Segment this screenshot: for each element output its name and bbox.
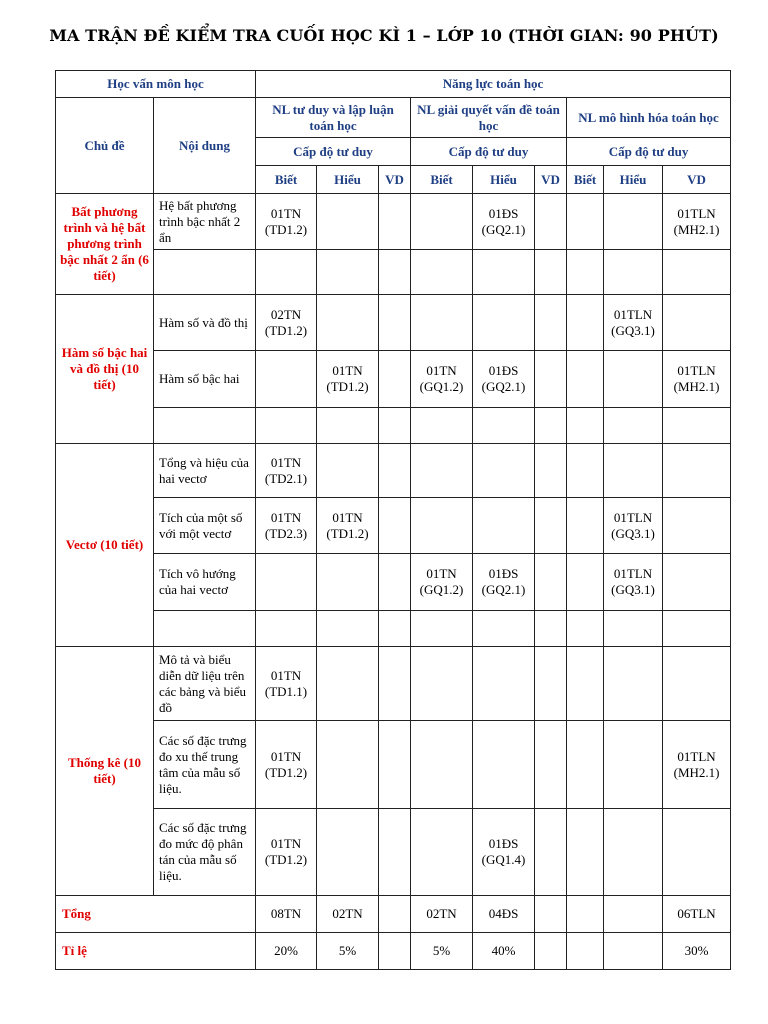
matrix-cell	[256, 408, 317, 444]
total-row-cell: 06TLN	[663, 896, 731, 933]
ratio-row-cell: 40%	[473, 933, 535, 970]
header-nl-giai-quyet: NL giải quyết vấn đề toán học	[411, 98, 567, 138]
matrix-cell	[663, 498, 731, 554]
matrix-cell: 01ĐS (GQ2.1)	[473, 554, 535, 611]
matrix-cell: 01TN (GQ1.2)	[411, 351, 473, 408]
topic-name: Bất phương trình và hệ bất phương trình bậc nhất 2 ẩn (6 tiết)	[56, 194, 154, 295]
matrix-cell	[317, 721, 379, 809]
table-row	[56, 498, 731, 554]
matrix-cell	[663, 408, 731, 444]
matrix-cell	[535, 647, 567, 721]
matrix-cell	[535, 408, 567, 444]
header-cap-do: Cấp độ tư duy	[411, 138, 567, 166]
matrix-cell: 01TN (TD1.2)	[256, 194, 317, 250]
content-cell	[154, 611, 256, 647]
ratio-row-cell: 5%	[411, 933, 473, 970]
matrix-cell	[379, 444, 411, 498]
matrix-cell: 01TN (TD2.3)	[256, 498, 317, 554]
matrix-cell	[535, 611, 567, 647]
matrix-cell	[411, 250, 473, 295]
matrix-cell: 01TN (TD1.1)	[256, 647, 317, 721]
matrix-cell	[567, 721, 604, 809]
matrix-cell	[567, 444, 604, 498]
matrix-cell: 01TN (GQ1.2)	[411, 554, 473, 611]
matrix-cell: 01TN (TD1.2)	[317, 351, 379, 408]
matrix-cell	[379, 647, 411, 721]
matrix-cell	[379, 295, 411, 351]
ratio-row-cell	[535, 933, 567, 970]
topic-name: Thống kê (10 tiết)	[56, 647, 154, 896]
matrix-cell: 01ĐS (GQ2.1)	[473, 194, 535, 250]
matrix-cell	[535, 498, 567, 554]
matrix-cell	[567, 351, 604, 408]
matrix-cell	[317, 611, 379, 647]
ratio-row-cell	[604, 933, 663, 970]
table-row	[56, 444, 731, 498]
ratio-row-cell: 20%	[256, 933, 317, 970]
matrix-cell	[535, 444, 567, 498]
matrix-cell	[567, 647, 604, 721]
content-cell: Hệ bất phương trình bậc nhất 2 ẩn	[154, 194, 256, 250]
table-row	[56, 809, 731, 896]
matrix-cell	[663, 647, 731, 721]
level-vd: VD	[379, 166, 411, 194]
matrix-cell: 01TN (TD1.2)	[317, 498, 379, 554]
matrix-cell: 01TLN (MH2.1)	[663, 351, 731, 408]
level-hieu: Hiểu	[604, 166, 663, 194]
matrix-cell	[604, 647, 663, 721]
content-cell: Mô tả và biểu diễn dữ liệu trên các bảng và biểu đồ	[154, 647, 256, 721]
matrix-cell	[604, 809, 663, 896]
matrix-cell	[663, 250, 731, 295]
ratio-row	[56, 933, 731, 970]
matrix-cell	[604, 351, 663, 408]
matrix-cell: 02TN (TD1.2)	[256, 295, 317, 351]
matrix-cell	[411, 194, 473, 250]
header-nl-mo-hinh: NL mô hình hóa toán học	[567, 98, 731, 138]
matrix-cell	[473, 444, 535, 498]
matrix-cell	[473, 250, 535, 295]
matrix-cell	[256, 351, 317, 408]
matrix-cell: 01TN (TD1.2)	[256, 809, 317, 896]
header-cap-do: Cấp độ tư duy	[567, 138, 731, 166]
matrix-cell	[604, 444, 663, 498]
matrix-cell	[379, 611, 411, 647]
table-row	[56, 351, 731, 408]
level-biet: Biết	[411, 166, 473, 194]
total-row-cell: 04ĐS	[473, 896, 535, 933]
matrix-cell	[379, 351, 411, 408]
ratio-row-cell	[567, 933, 604, 970]
content-cell: Tích vô hướng của hai vectơ	[154, 554, 256, 611]
matrix-cell: 01TLN (MH2.1)	[663, 721, 731, 809]
matrix-cell	[663, 611, 731, 647]
matrix-cell	[411, 611, 473, 647]
content-cell: Hàm số bậc hai	[154, 351, 256, 408]
matrix-cell	[663, 554, 731, 611]
content-cell: Các số đặc trưng đo xu thế trung tâm của mẫu số liệu.	[154, 721, 256, 809]
matrix-cell: 01ĐS (GQ1.4)	[473, 809, 535, 896]
matrix-cell	[567, 250, 604, 295]
matrix-cell	[473, 647, 535, 721]
matrix-cell	[317, 250, 379, 295]
matrix-cell	[535, 809, 567, 896]
matrix-cell: 01TLN (GQ3.1)	[604, 295, 663, 351]
total-row-label: Tổng	[56, 896, 256, 933]
matrix-cell	[604, 721, 663, 809]
matrix-cell	[379, 809, 411, 896]
header-nl-tu-duy: NL tư duy và lập luận toán học	[256, 98, 411, 138]
table-row	[56, 250, 731, 295]
matrix-cell	[567, 809, 604, 896]
matrix-cell	[567, 498, 604, 554]
matrix-cell	[535, 194, 567, 250]
matrix-cell	[535, 554, 567, 611]
matrix-cell	[535, 295, 567, 351]
matrix-cell: 01ĐS (GQ2.1)	[473, 351, 535, 408]
content-cell: Tích của một số với một vectơ	[154, 498, 256, 554]
matrix-cell	[604, 408, 663, 444]
matrix-cell	[411, 498, 473, 554]
matrix-cell	[256, 554, 317, 611]
table-row	[56, 408, 731, 444]
matrix-cell	[379, 194, 411, 250]
matrix-cell	[411, 295, 473, 351]
matrix-cell	[663, 295, 731, 351]
matrix-cell: 01TLN (GQ3.1)	[604, 498, 663, 554]
matrix-cell	[604, 194, 663, 250]
matrix-cell	[567, 408, 604, 444]
table-row	[56, 647, 731, 721]
matrix-cell	[411, 721, 473, 809]
matrix-cell	[317, 408, 379, 444]
header-chu-de: Chủ đề	[56, 98, 154, 194]
matrix-cell	[473, 408, 535, 444]
matrix-cell	[317, 444, 379, 498]
matrix-cell	[567, 554, 604, 611]
header-cap-do: Cấp độ tư duy	[256, 138, 411, 166]
content-cell: Hàm số và đồ thị	[154, 295, 256, 351]
header-hoc-van: Học vấn môn học	[56, 71, 256, 98]
matrix-cell	[411, 444, 473, 498]
content-cell: Tổng và hiệu của hai vectơ	[154, 444, 256, 498]
ratio-row-cell	[379, 933, 411, 970]
matrix-cell	[535, 351, 567, 408]
matrix-cell	[411, 647, 473, 721]
level-vd: VD	[663, 166, 731, 194]
matrix-cell	[379, 250, 411, 295]
content-cell	[154, 250, 256, 295]
matrix-cell	[379, 498, 411, 554]
page-title: MA TRẬN ĐỀ KIỂM TRA CUỐI HỌC KÌ 1 – LỚP 10 (THỜI GIAN: 90 PHÚT)	[49, 26, 719, 45]
header-noi-dung: Nội dung	[154, 98, 256, 194]
table-row	[56, 295, 731, 351]
matrix-cell	[535, 721, 567, 809]
level-biet: Biết	[256, 166, 317, 194]
matrix-cell	[535, 250, 567, 295]
matrix-cell	[379, 554, 411, 611]
content-cell	[154, 408, 256, 444]
total-row-cell: 02TN	[317, 896, 379, 933]
matrix-cell	[473, 721, 535, 809]
matrix-cell	[379, 408, 411, 444]
matrix-cell	[317, 554, 379, 611]
matrix-cell	[317, 809, 379, 896]
matrix-cell	[473, 611, 535, 647]
level-biet: Biết	[567, 166, 604, 194]
table-row	[56, 721, 731, 809]
matrix-cell	[256, 611, 317, 647]
matrix-cell	[604, 611, 663, 647]
matrix-cell	[604, 250, 663, 295]
total-row-cell: 08TN	[256, 896, 317, 933]
ratio-row-label: Tỉ lệ	[56, 933, 256, 970]
matrix-cell	[473, 295, 535, 351]
matrix-cell	[567, 611, 604, 647]
header-nang-luc: Năng lực toán học	[256, 71, 731, 98]
matrix-cell	[663, 444, 731, 498]
matrix-cell	[567, 194, 604, 250]
matrix-cell	[411, 809, 473, 896]
matrix-cell	[317, 194, 379, 250]
matrix-cell	[317, 647, 379, 721]
matrix-cell	[567, 295, 604, 351]
total-row-cell	[604, 896, 663, 933]
level-hieu: Hiểu	[317, 166, 379, 194]
test-matrix-table	[55, 70, 731, 970]
level-hieu: Hiểu	[473, 166, 535, 194]
matrix-cell	[473, 498, 535, 554]
matrix-cell	[379, 721, 411, 809]
matrix-cell: 01TLN (GQ3.1)	[604, 554, 663, 611]
table-row	[56, 194, 731, 250]
content-cell: Các số đặc trưng đo mức độ phân tán của mẫu số liệu.	[154, 809, 256, 896]
total-row-cell: 02TN	[411, 896, 473, 933]
matrix-cell: 01TN (TD2.1)	[256, 444, 317, 498]
matrix-cell: 01TN (TD1.2)	[256, 721, 317, 809]
matrix-cell	[317, 295, 379, 351]
total-row-cell	[567, 896, 604, 933]
table-row	[56, 611, 731, 647]
total-row	[56, 896, 731, 933]
matrix-cell: 01TLN (MH2.1)	[663, 194, 731, 250]
matrix-cell	[663, 809, 731, 896]
matrix-cell	[256, 250, 317, 295]
table-row	[56, 554, 731, 611]
ratio-row-cell: 5%	[317, 933, 379, 970]
ratio-row-cell: 30%	[663, 933, 731, 970]
topic-name: Vectơ (10 tiết)	[56, 444, 154, 647]
matrix-cell	[411, 408, 473, 444]
level-vd: VD	[535, 166, 567, 194]
total-row-cell	[379, 896, 411, 933]
total-row-cell	[535, 896, 567, 933]
topic-name: Hàm số bậc hai và đồ thị (10 tiết)	[56, 295, 154, 444]
